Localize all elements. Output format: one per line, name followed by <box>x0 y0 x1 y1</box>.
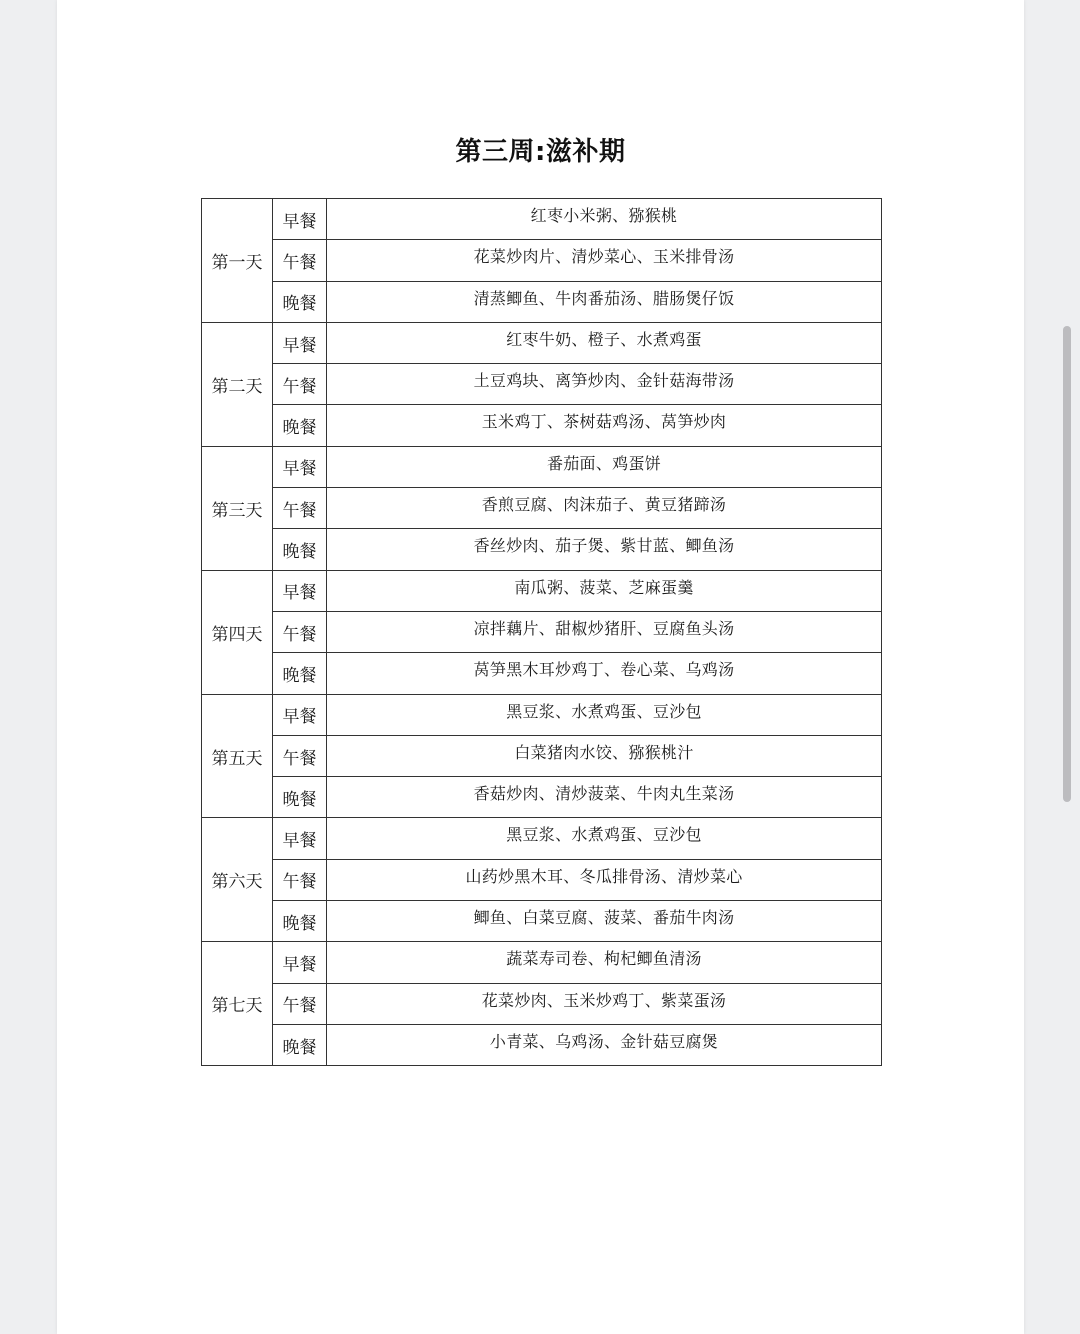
day-label: 第四天 <box>202 570 273 694</box>
dishes-cell: 红枣小米粥、猕猴桃 <box>327 199 882 240</box>
table-row <box>202 488 882 529</box>
dishes-cell: 小青菜、乌鸡汤、金针菇豆腐煲 <box>327 1024 882 1065</box>
meal-label: 早餐 <box>273 694 327 735</box>
meal-label: 晚餐 <box>273 653 327 694</box>
table-row <box>202 611 882 652</box>
meal-label: 午餐 <box>273 735 327 776</box>
day-label: 第三天 <box>202 446 273 570</box>
dishes-cell: 鲫鱼、白菜豆腐、菠菜、番茄牛肉汤 <box>327 901 882 942</box>
dishes-cell: 花菜炒肉片、清炒菜心、玉米排骨汤 <box>327 240 882 281</box>
dishes-cell: 香煎豆腐、肉沫茄子、黄豆猪蹄汤 <box>327 488 882 529</box>
table-row <box>202 653 882 694</box>
dishes-cell: 玉米鸡丁、茶树菇鸡汤、莴笋炒肉 <box>327 405 882 446</box>
meal-label: 早餐 <box>273 942 327 983</box>
table-row <box>202 983 882 1024</box>
dishes-cell: 清蒸鲫鱼、牛肉番茄汤、腊肠煲仔饭 <box>327 281 882 322</box>
dishes-cell: 红枣牛奶、橙子、水煮鸡蛋 <box>327 322 882 363</box>
day-label: 第二天 <box>202 322 273 446</box>
meal-plan-table <box>201 198 882 1066</box>
table-row <box>202 446 882 487</box>
meal-label: 午餐 <box>273 983 327 1024</box>
table-row <box>202 529 882 570</box>
dishes-cell: 凉拌藕片、甜椒炒猪肝、豆腐鱼头汤 <box>327 611 882 652</box>
meal-label: 早餐 <box>273 446 327 487</box>
meal-label: 晚餐 <box>273 777 327 818</box>
table-row <box>202 777 882 818</box>
day-label: 第七天 <box>202 942 273 1066</box>
meal-label: 午餐 <box>273 364 327 405</box>
meal-label: 早餐 <box>273 570 327 611</box>
meal-label: 晚餐 <box>273 1024 327 1065</box>
table-row <box>202 199 882 240</box>
meal-label: 午餐 <box>273 240 327 281</box>
day-label: 第一天 <box>202 199 273 323</box>
meal-label: 晚餐 <box>273 901 327 942</box>
dishes-cell: 南瓜粥、菠菜、芝麻蛋羹 <box>327 570 882 611</box>
table-row <box>202 901 882 942</box>
document-page <box>57 0 1024 1334</box>
table-row <box>202 694 882 735</box>
table-row <box>202 570 882 611</box>
dishes-cell: 香丝炒肉、茄子煲、紫甘蓝、鲫鱼汤 <box>327 529 882 570</box>
table-row <box>202 735 882 776</box>
meal-label: 晚餐 <box>273 529 327 570</box>
table-row <box>202 405 882 446</box>
dishes-cell: 山药炒黑木耳、冬瓜排骨汤、清炒菜心 <box>327 859 882 900</box>
dishes-cell: 黑豆浆、水煮鸡蛋、豆沙包 <box>327 818 882 859</box>
table-row <box>202 859 882 900</box>
dishes-cell: 白菜猪肉水饺、猕猴桃汁 <box>327 735 882 776</box>
page-title: 第三周:滋补期 <box>455 137 626 167</box>
dishes-cell: 花菜炒肉、玉米炒鸡丁、紫菜蛋汤 <box>327 983 882 1024</box>
table-row <box>202 1024 882 1065</box>
table-row <box>202 281 882 322</box>
dishes-cell: 番茄面、鸡蛋饼 <box>327 446 882 487</box>
meal-label: 早餐 <box>273 818 327 859</box>
table-row <box>202 364 882 405</box>
meal-label: 晚餐 <box>273 281 327 322</box>
dishes-cell: 莴笋黑木耳炒鸡丁、卷心菜、乌鸡汤 <box>327 653 882 694</box>
vertical-scrollbar[interactable] <box>1063 326 1071 802</box>
meal-label: 晚餐 <box>273 405 327 446</box>
meal-label: 午餐 <box>273 859 327 900</box>
day-label: 第五天 <box>202 694 273 818</box>
table-row <box>202 818 882 859</box>
dishes-cell: 蔬菜寿司卷、枸杞鲫鱼清汤 <box>327 942 882 983</box>
table-row <box>202 240 882 281</box>
dishes-cell: 香菇炒肉、清炒菠菜、牛肉丸生菜汤 <box>327 777 882 818</box>
meal-label: 午餐 <box>273 488 327 529</box>
meal-label: 早餐 <box>273 199 327 240</box>
dishes-cell: 土豆鸡块、离笋炒肉、金针菇海带汤 <box>327 364 882 405</box>
dishes-cell: 黑豆浆、水煮鸡蛋、豆沙包 <box>327 694 882 735</box>
meal-label: 早餐 <box>273 322 327 363</box>
day-label: 第六天 <box>202 818 273 942</box>
table-row <box>202 942 882 983</box>
meal-label: 午餐 <box>273 611 327 652</box>
table-row <box>202 322 882 363</box>
